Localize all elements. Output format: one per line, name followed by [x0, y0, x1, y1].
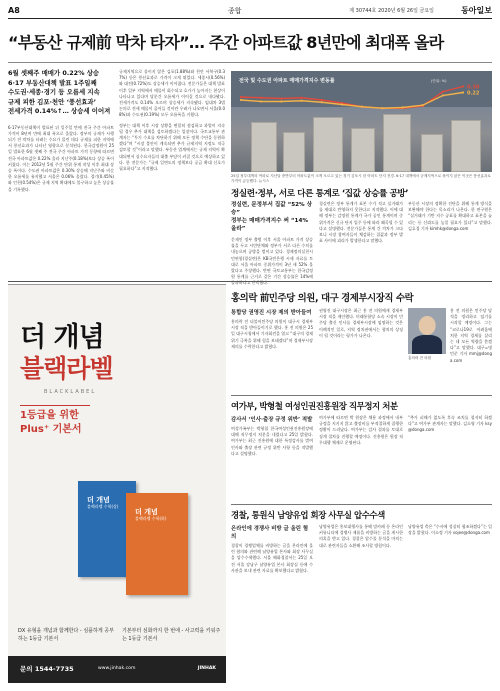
ad-slogan-line1: 1등급을 위한: [20, 410, 79, 421]
lead-article-col1: [8, 69, 114, 261]
data-point: [462, 85, 464, 87]
book1-subtitle: 블랙라벨 수학(상): [87, 504, 119, 509]
lead-subhead-1: 6월 셋째주 매매가 0.22% 상승: [8, 69, 100, 77]
end-value-label: 0.22: [467, 90, 480, 97]
article2-header: [231, 187, 492, 199]
book2-subtitle: 블랙라벨 수학(하): [135, 516, 167, 521]
article5-body-2: 남양유업은 홍보대행사를 통해 맘카페 등 온라인 커뮤니티에 경쟁사 제품을 비방하는 글을 게시한 의혹을 받고 있다. 경찰은 압수물 분석을 마치는 대로 관련자들을 소환해 조사할 방침이다.: [319, 524, 403, 548]
lead-body-3: 정부는 대책 이후 시장 상황을 면밀히 점검하고 과열이 지속될 경우 추가 대책을 검토하겠다는 입장이다. 국토교통부 관계자는 “투기 수요를 차단하기 위해 모든 정책 수단을 동원하겠다”며 “시장 불안이 계속되면 추가 규제지역 지정도 적극 검토할 것”이라고 말했다. 부동산 업계에서는 규제 지역이 확대되면서 실수요자들의 대출 부담이 커질 것으로 예상하고 있다. 한 전문가는 “규제 일변도의 정책보다 공급 확대 신호가 필요하다”고 지적했다.: [119, 122, 225, 172]
article3: [231, 290, 492, 304]
article3-body-2: 권영진 대구시장은 최근 홍 전 의원에게 경제부시장 직을 제안했다. 미래통합당 소속 시장이 민주당 출신 인사를 경제부시장에 임명하는 것은 이례적인 일로, 지역 정치권에서는 협치의 상징이 될 것이라는 평가가 나온다.: [319, 308, 403, 338]
ad-slogan-line2: Plus⁺ 기본서: [20, 424, 82, 435]
article4-subhead: 감사서 ‘인사·출장 규정 위반’ 적발: [231, 417, 313, 423]
price-chart-photo: [231, 71, 492, 172]
article-rule: [231, 395, 492, 396]
ad-logo: JINHAK: [197, 666, 216, 671]
data-point: [240, 96, 242, 98]
data-point: [280, 97, 282, 99]
ad-points: [8, 623, 226, 655]
article4-body-3: “추가 피해가 없도록 후속 조치를 철저히 하겠다”고 여가부 관계자는 말했다. 김소영 기자 ksy@donga.com: [408, 415, 492, 433]
data-point: [260, 100, 262, 102]
lead-subhead-2: 6·17 부동산대책 발표 1주일째: [8, 78, 97, 87]
portrait-suit: [412, 335, 442, 354]
article-rule: [231, 504, 492, 505]
article4-body-2: 여가부에 따르면 박 원장은 채용 과정에서 내부 규정을 지키지 않고 출장비를 부적절하게 집행한 정황이 드러났다. 여가부는 감사 결과를 토대로 징계 절차를 진행할 예정이다. 진흥원은 원장 직무대행 체제로 운영된다.: [319, 415, 403, 445]
article4-col2: [319, 415, 403, 501]
article5-col2: [319, 524, 403, 682]
article5-body-1: 경찰이 경쟁업체를 비방하는 글을 온라인에 올린 혐의와 관련해 남양유업 본사와 회장 사무실을 압수수색했다. 서울 혜화경찰서는 25일 오전 서울 강남구 남양유업 본사 회장실 등에 수사관을 보내 관련 자료를 확보했다고 밝혔다.: [231, 543, 313, 573]
headline-rule: [8, 62, 492, 63]
data-point: [462, 91, 464, 93]
data-point: [442, 91, 444, 93]
lead-body-2: 규제지역으로 묶이지 않은 김포(1.88%)와 천안 서북구(0.37%) 등은 풍선효과로 가격이 크게 뛰었다. 세종시(0.56%)와 대전(0.72%)도 상승세가 이어졌다. 전문가들은 대책 발표 이후 일부 지역에서 매물이 회수되고 호가가 높아지는 현상이 나타나고 있다며 당분간 오름세가 이어질 것으로 내다봤다. 전세가격도 0.14% 오르며 상승세가 지속됐다. 임대차 3법 논의로 전세 매물이 줄어들 것이란 우려가 나오면서 서울(0.08%)과 수도권(0.19%) 모두 오름폭을 키웠다.: [119, 69, 225, 118]
ad-footer: [8, 656, 226, 683]
article5-col3: [408, 524, 492, 682]
section-name: 종합: [228, 7, 242, 15]
page-header: [8, 4, 492, 18]
book1-title: 더 개념: [87, 496, 110, 504]
main-headline: “부동산 규제前 막차 타자”… 주간 아파트값 8년만에 최대폭 올라: [8, 33, 444, 52]
data-point: [300, 97, 302, 99]
data-point: [321, 101, 323, 103]
data-point: [401, 106, 403, 108]
article2-col3: [408, 201, 492, 277]
article3-col1: [231, 308, 313, 390]
chart-unit: (단위: %): [431, 79, 447, 83]
data-point: [442, 94, 444, 96]
newspaper-logo: 동아일보: [461, 5, 492, 15]
portrait-face: [419, 316, 436, 334]
article4-body-1: 여성가족부는 박형철 한국여성인권진흥원장에 대해 직무정지 처분을 내렸다고 25일 밝혔다. 여가부는 최근 진흥원에 대한 특정감사를 벌여 인사와 출장 관련 규정 위반 사항 등을 적발했다고 설명했다.: [231, 426, 313, 456]
article3-col2: [319, 308, 403, 390]
article3-col3: [450, 308, 492, 390]
header-rule: [8, 18, 492, 19]
portrait-caption: 홍의락 전 의원: [408, 356, 432, 360]
ad-point-1: DX 유형을 개념과 함께한다 - 심플하게 공부하는 1등급 기본서: [18, 628, 114, 642]
article2-body-2: 경실련은 정부 통계가 표본 수가 적고 실거래가를 제대로 반영하지 못한다고 지적했다. 이에 대해 정부는 감정원 통계가 국가 공인 통계이며 중위가격은 신규 단지 입주 등에 따라 왜곡될 수 있다고 설명했다. 전문가들은 통계 간 격차가 크다 보니 시장 참여자들이 체감하는 집값과 정부 발표 사이에 괴리가 발생한다고 말했다.: [319, 201, 403, 244]
article5-subhead: 온라인에 경쟁사 비방 글 올린 혐의: [231, 526, 309, 540]
article3-body-1: 홍의락 전 더불어민주당 의원이 대구시 경제부시장 직을 받아들이기로 했다. 홍 전 의원은 25일 대구시청에서 기자회견을 열고 “대구의 경제 위기 극복을 위해 힘을 보태겠다”며 경제부시장 제의를 수락한다고 밝혔다.: [231, 319, 313, 349]
data-point: [321, 99, 323, 101]
section-rule: [8, 281, 492, 282]
article4: [231, 400, 492, 412]
article4-title: 여가부, 박형철 여성인권진흥원장 직무정지 처분: [231, 401, 398, 411]
lead-subhead-3: 수도권·세종·경기 등 오름세 지속: [8, 88, 100, 96]
data-point: [361, 106, 363, 108]
ad-divider: [20, 405, 90, 406]
book-advertisement[interactable]: [8, 284, 226, 682]
ad-url[interactable]: www.jinhak.com: [98, 666, 136, 671]
data-point: [341, 103, 343, 105]
article4-col1: [231, 415, 313, 501]
article2-col1: [231, 201, 313, 286]
article5-body-3: 남양유업 측은 “수사에 성실히 협조하겠다”는 입장을 밝혔다. 이소정 기자 sojee@donga.com: [408, 524, 492, 536]
lead-body-1: 6·17부동산대책이 발표된 뒤 일주일 만에 전국 주간 아파트 가격이 8년여 만에 최대 폭으로 올랐다. 정부의 규제가 시행되기 전 막차를 타려는 수요가 몰린 데다 규제를 피한 지역에서 풍선효과가 나타난 영향으로 분석된다. 한국감정원이 25일 발표한 6월 셋째 주 전국 주간 아파트 가격 동향에 따르면 전국 아파트값은 0.22% 올라 지난주(0.18%)보다 상승 폭이 커졌다. 이는 2012년 5월 주간 단위 통계 작성 이후 최대 상승 폭이다. 수도권 아파트값은 0.30% 상승해 지난주와 비슷한 오름세를 유지했고 서울은 0.06% 올랐다. 경기(0.45%)와 인천(0.54%)은 규제 지역 확대에도 불구하고 높은 상승률을 기록했다.: [8, 124, 114, 192]
ad-point-2: 기본부터 심화까지 한 번에 - 사고력을 키워주는 1등급 기본서: [122, 628, 221, 642]
data-point: [260, 97, 262, 99]
line-chart: [231, 71, 492, 172]
data-point: [300, 100, 302, 102]
photo-caption: 25일 정부대책의 여파로 지난달 중반부터 아파트값이 크게 오르고 있는 경기 김포시 한 아파트 단지 전경. 6·17 대책에서 규제지역으로 묶이지 않은 이곳은 풍선효과로 가격이 급등했다. 뉴시스: [231, 174, 491, 183]
ad-title-2: 블랙라벨: [20, 354, 113, 383]
lead-subhead-4: 규제 피한 김포·천안 ‘풍선효과’: [8, 97, 97, 106]
ad-subtitle: BLACKLABEL: [44, 389, 97, 395]
article2-title: 정실련·정부, 서로 다른 통계로 ‘집값 상승률 공방’: [231, 189, 409, 199]
end-value-label: 0.30: [467, 84, 480, 91]
portrait-photo: [408, 308, 446, 354]
ad-phone: 문의 1544-7735: [20, 665, 74, 673]
lead-subhead-5: 전세가격 0.14%↑… 상승세 이어져: [8, 107, 111, 115]
data-point: [381, 107, 383, 109]
page-number: A8: [8, 6, 20, 15]
book-cover-2: [126, 493, 188, 595]
chart-title: 전국 및 수도권 아파트 매매가격지수 변동률: [239, 78, 335, 84]
ad-slogan: [20, 409, 82, 437]
article2-col2: [319, 201, 403, 277]
article5-col1: [231, 524, 313, 682]
article5-title: 경찰, 통원식 남양유업 회장 사무실 압수수색: [231, 510, 385, 520]
article2-body-1: 문재인 정부 출범 이후 서울 아파트 가격 상승률을 두고 시민단체와 정부가 서로 다른 수치를 내놓으며 공방을 벌이고 있다. 경제정의실천시민연합(경실련)은 KB국민은행 시세 자료를 토대로 서울 아파트 중위가격이 3년 새 52% 올랐다고 주장했다. 반면 국토교통부는 한국감정원 통계를 근거로 같은 기간 상승률은 14%에 불과하다고 반박했다.: [231, 237, 313, 286]
article2-subhead-2: 정부는 매매가격지수 써 “14% 올라”: [231, 218, 308, 232]
data-point: [280, 100, 282, 102]
ad-title-1: 더 개념: [20, 322, 104, 353]
article3-title: 홍의락 前민주당 의원, 대구 경제부시장직 수락: [231, 293, 414, 304]
article5: [231, 509, 492, 521]
data-point: [422, 104, 424, 106]
article3-subhead: 통합당 권영진 시장 제의 받아들여: [231, 310, 312, 316]
lead-article-col2: [119, 69, 225, 277]
data-point: [240, 99, 242, 101]
book2-title: 더 개념: [135, 508, 158, 516]
article3-body-3: 홍 전 의원은 민주당 당적을 정리하고 임기를 시작할 예정이다. 그는 “코로나19로 어려움에 처한 지역 경제를 살리는 데 모든 역량을 쏟겠다”고 말했다. 대구=명민준 기자 mmj@donga.com: [450, 308, 492, 363]
article2-body-3: 부동산 시장의 정확한 진단을 위해 통계 방식을 보완해야 한다는 목소리가 나온다. 한 연구원은 “실거래가 기반 지수 공표를 확대하고 표본을 늘리는 등 신뢰도를 높일 필요가 있다”고 말했다. 김호경 기자 kimhk@donga.com: [408, 201, 492, 231]
article2-subhead-1: 정실련, 문정부서 집값 “52% 상승”: [231, 202, 313, 216]
issue-date: 제 30744호 2020년 6월 26일 금요일: [349, 8, 434, 14]
article4-col3: [408, 415, 492, 501]
